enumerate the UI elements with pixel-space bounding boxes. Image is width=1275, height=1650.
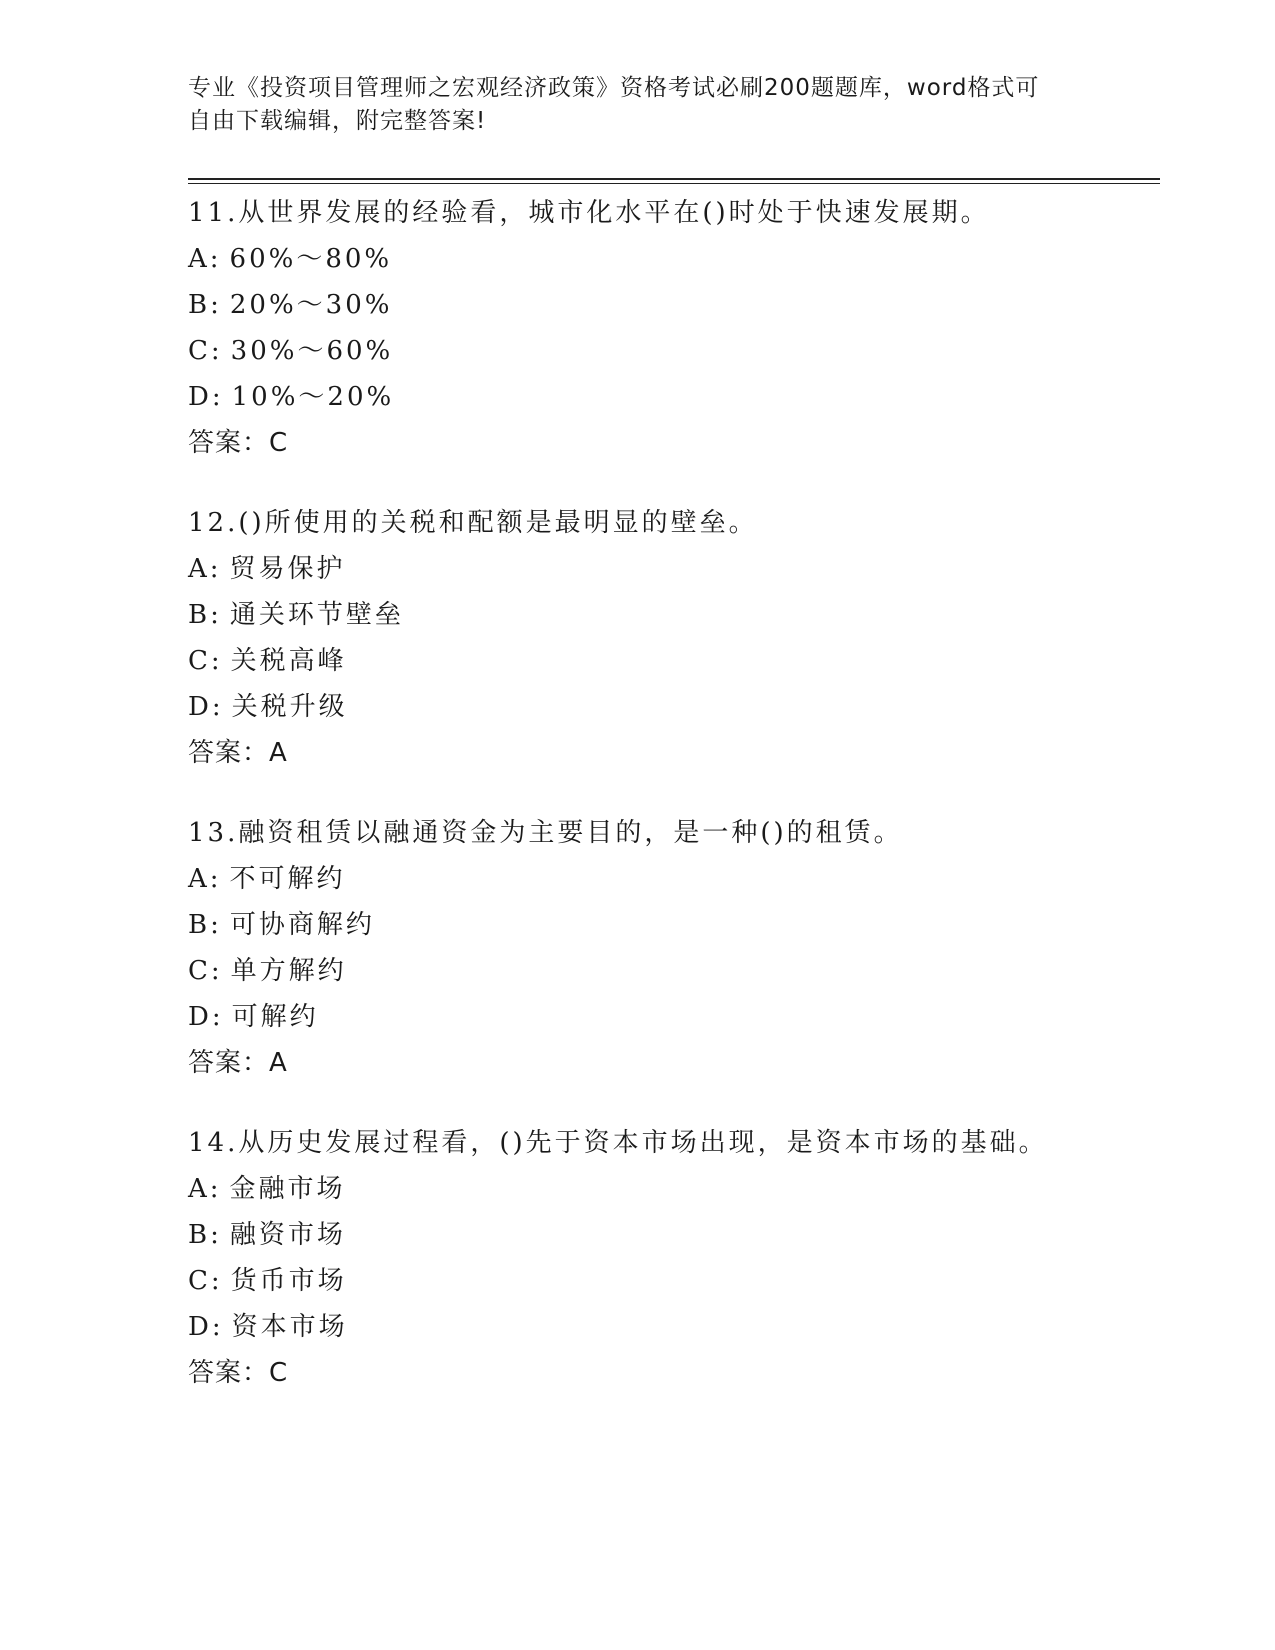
option-key: C: [188, 1266, 211, 1296]
question-14: [188, 1120, 1160, 1396]
option-key: A: [188, 554, 210, 584]
option-separator: :: [210, 910, 222, 940]
option-text: 不可解约: [229, 864, 346, 894]
option-text: 可解约: [231, 1002, 319, 1032]
question-11: [188, 190, 1160, 466]
option-key: D: [188, 1312, 212, 1342]
option-c: [188, 328, 1160, 374]
option-key: B: [188, 910, 211, 940]
option-key: C: [188, 336, 211, 366]
option-separator: :: [209, 864, 222, 894]
option-separator: :: [211, 692, 224, 722]
option-separator: :: [211, 1312, 224, 1342]
option-text: 关税升级: [231, 692, 348, 722]
option-separator: :: [210, 956, 223, 986]
option-c: [188, 638, 1160, 684]
option-key: A: [188, 244, 210, 274]
option-separator: :: [209, 244, 222, 274]
answer-line: 答案：C: [188, 428, 289, 458]
option-separator: :: [209, 1174, 222, 1204]
answer-line: 答案：C: [188, 1358, 289, 1388]
option-a: [188, 236, 1160, 282]
document-header: [188, 72, 1068, 138]
header-line-2: 自由下载编辑，附完整答案!: [188, 108, 487, 134]
option-key: A: [188, 864, 210, 894]
option-text: 关税高峰: [230, 646, 347, 676]
option-separator: :: [210, 336, 223, 366]
option-text: 20%～30%: [229, 290, 393, 320]
option-text: 货币市场: [230, 1266, 347, 1296]
option-key: A: [188, 1174, 210, 1204]
option-text: 通关环节壁垒: [229, 600, 404, 630]
option-text: 金融市场: [229, 1174, 346, 1204]
option-separator: :: [210, 290, 222, 320]
option-key: B: [188, 290, 211, 320]
option-b: [188, 902, 1160, 948]
option-a: [188, 1166, 1160, 1212]
option-text: 60%～80%: [229, 244, 393, 274]
option-text: 30%～60%: [230, 336, 394, 366]
option-separator: :: [211, 382, 224, 412]
answer-line: 答案：A: [188, 1048, 288, 1078]
option-text: 资本市场: [231, 1312, 348, 1342]
option-a: [188, 546, 1160, 592]
option-text: 融资市场: [229, 1220, 346, 1250]
question-12: [188, 500, 1160, 776]
option-key: B: [188, 1220, 211, 1250]
option-b: [188, 282, 1160, 328]
question-title: 14.从历史发展过程看，()先于资本市场出现，是资本市场的基础。: [188, 1128, 1048, 1158]
option-d: [188, 684, 1160, 730]
option-text: 10%～20%: [231, 382, 395, 412]
header-divider-thick: [188, 178, 1160, 180]
option-separator: :: [209, 554, 222, 584]
option-b: [188, 592, 1160, 638]
option-c: [188, 948, 1160, 994]
option-d: [188, 994, 1160, 1040]
answer-line: 答案：A: [188, 738, 288, 768]
question-list: [188, 190, 1160, 1430]
option-d: [188, 1304, 1160, 1350]
header-divider-thin: [188, 183, 1160, 184]
option-d: [188, 374, 1160, 420]
option-separator: :: [211, 1002, 224, 1032]
option-b: [188, 1212, 1160, 1258]
option-separator: :: [210, 600, 222, 630]
header-line-1: 专业《投资项目管理师之宏观经济政策》资格考试必刷200题题库，word格式可: [188, 75, 1040, 101]
option-text: 单方解约: [230, 956, 347, 986]
question-title: 13.融资租赁以融通资金为主要目的，是一种()的租赁。: [188, 818, 903, 848]
question-title: 12.()所使用的关税和配额是最明显的壁垒。: [188, 508, 758, 538]
option-text: 可协商解约: [229, 910, 375, 940]
option-key: D: [188, 692, 212, 722]
option-key: D: [188, 382, 212, 412]
option-key: C: [188, 956, 211, 986]
option-separator: :: [210, 1266, 223, 1296]
question-title: 11.从世界发展的经验看，城市化水平在()时处于快速发展期。: [188, 198, 990, 228]
option-a: [188, 856, 1160, 902]
option-separator: :: [210, 1220, 222, 1250]
option-key: C: [188, 646, 211, 676]
option-key: B: [188, 600, 211, 630]
option-c: [188, 1258, 1160, 1304]
option-text: 贸易保护: [229, 554, 346, 584]
option-key: D: [188, 1002, 212, 1032]
option-separator: :: [210, 646, 223, 676]
question-13: [188, 810, 1160, 1086]
